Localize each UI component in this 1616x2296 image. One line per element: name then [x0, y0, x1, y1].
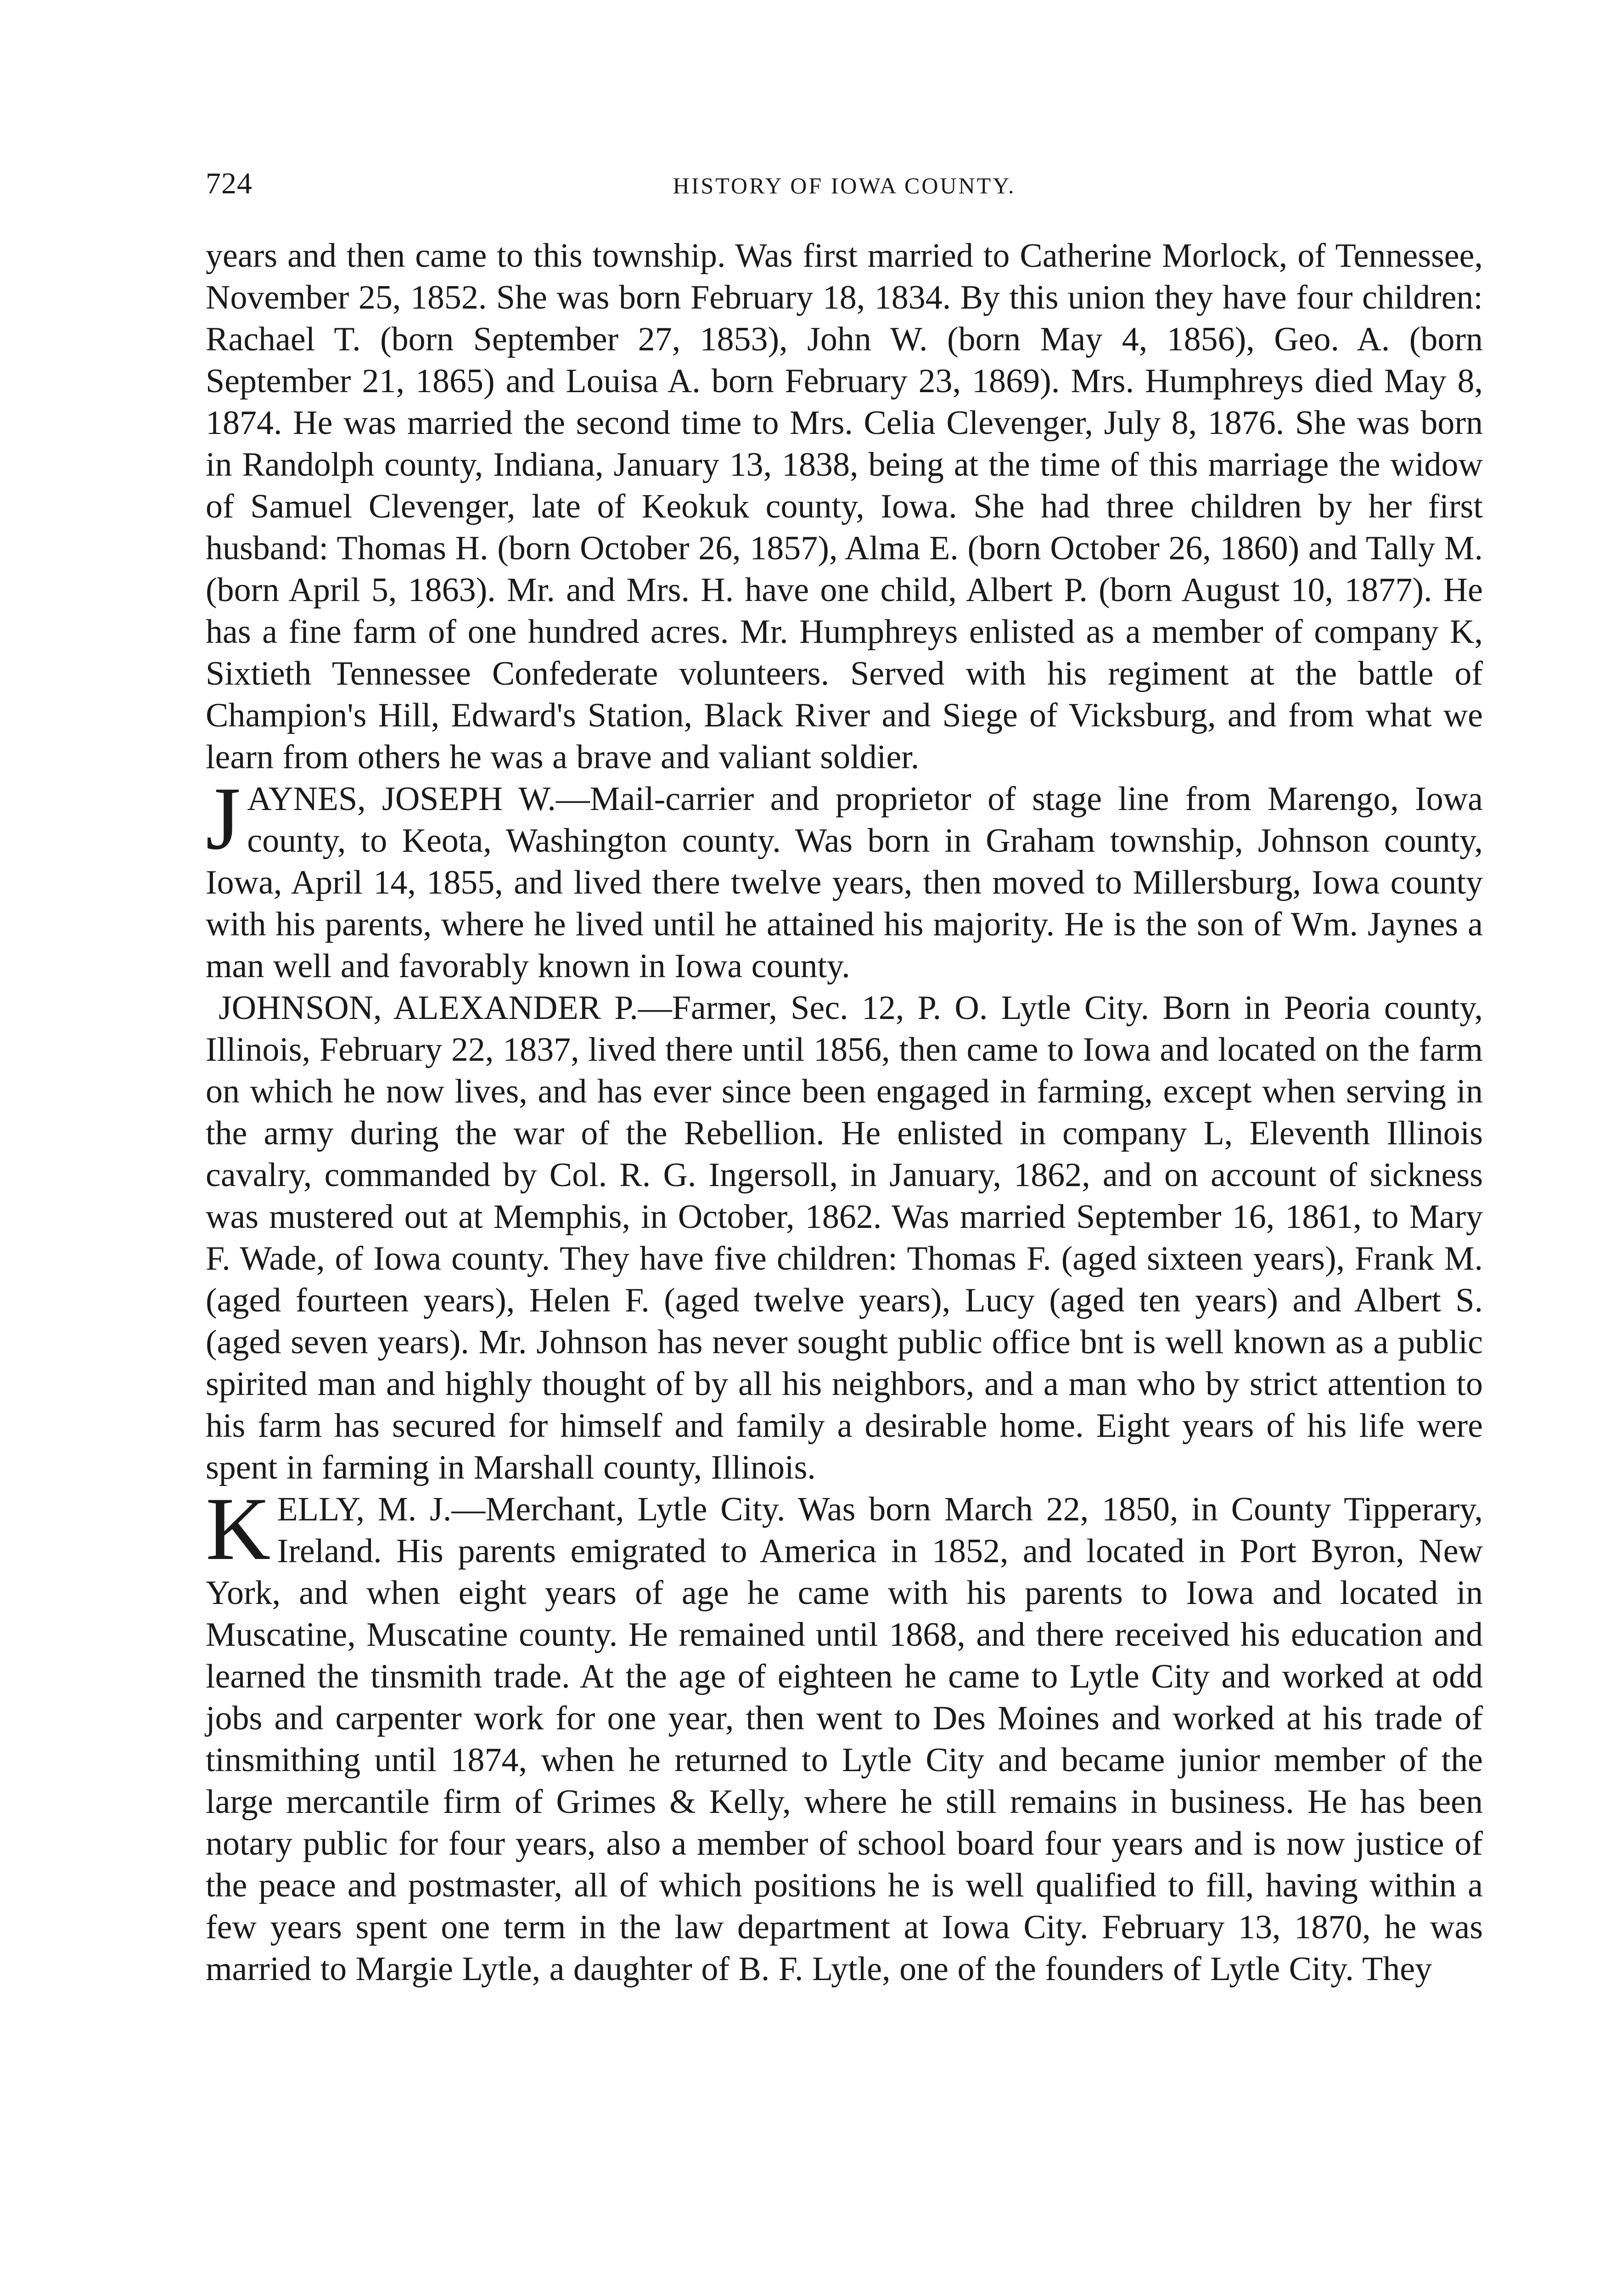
paragraph-text: ELLY, M. J.—Merchant, Lytle City. Was born March 22, 1850, in County Tipperary, Ireland. His parents emigrated to America in 1852, and located in Port Byron, New York, and when eight years of age he came with his parents to Iowa and located in Muscatine, Muscatine county. He remained until 1868, and there received his education and learned the tinsmith trade. At the age of eighteen he came to Lytle City and worked at odd jobs and carpenter work for one year, then went to Des Moines and worked at his trade of tinsmithing until 1874, when he returned to Lytle City and became junior member of the large mercantile firm of Grimes & Kelly, where he still remains in business. He has been notary public for four years, also a member of school board four years and is now justice of the peace and postmaster, all of which positions he is well qualified to fill, having within a few years spent one term in the law department at Iowa City. February 13, 1870, he was married to Margie Lytle, a daughter of B. F. Lytle, one of the founders of Lytle City. They [206, 1491, 1483, 1988]
paragraph-text: JOHNSON, ALEXANDER P.—Farmer, Sec. 12, P. O. Lytle City. Born in Peoria county, Illinois, February 22, 1837, lived there until 1856, then came to Iowa and located on the farm on which he now lives, and has ever since been engaged in farming, except when serving in the army during the war of the Rebellion. He enlisted in company L, Eleventh Illinois cavalry, commanded by Col. R. G. Ingersoll, in January, 1862, and on account of sickness was mustered out at Memphis, in October, 1862. Was married September 16, 1861, to Mary F. Wade, of Iowa county. They have five children: Thomas F. (aged sixteen years), Frank M. (aged fourteen years), Helen F. (aged twelve years), Lucy (aged ten years) and Albert S. (aged seven years). Mr. Johnson has never sought public office bnt is well known as a public spirited man and highly thought of by all his neighbors, and a man who by strict attention to his farm has secured for himself and family a desirable home. Eight years of his life were spent in farming in Marshall county, Illinois. [206, 989, 1483, 1486]
page-body [206, 235, 1483, 1990]
drop-cap: J [206, 769, 241, 868]
entry-johnson [206, 987, 1483, 1489]
entry-jaynes [206, 769, 1483, 987]
page-number: 724 [206, 167, 252, 200]
running-head: HISTORY OF IOWA COUNTY. [673, 173, 1016, 198]
entry-kelly [206, 1479, 1483, 1990]
paragraph-humphreys-continued [206, 235, 1483, 778]
paragraph-text: AYNES, JOSEPH W.—Mail-carrier and proprietor of stage line from Marengo, Iowa county, to Keota, Washington county. Was born in Graham township, Johnson county, Iowa, April 14, 1855, and lived there twelve years, then moved to Millersburg, Iowa county with his parents, where he lived until he attained his majority. He is the son of Wm. Jaynes a man well and favorably known in Iowa county. [206, 780, 1483, 985]
drop-cap: K [206, 1479, 271, 1579]
page-header [206, 165, 1483, 202]
paragraph-text: years and then came to this township. Was first married to Catherine Morlock, of Tennessee, November 25, 1852. She was born February 18, 1834. By this union they have four children: Rachael T. (born September 27, 1853), John W. (born May 4, 1856), Geo. A. (born September 21, 1865) and Louisa A. born February 23, 1869). Mrs. Humphreys died May 8, 1874. He was married the second time to Mrs. Celia Clevenger, July 8, 1876. She was born in Randolph county, Indiana, January 13, 1838, being at the time of this marriage the widow of Samuel Clevenger, late of Keokuk county, Iowa. She had three children by her first husband: Thomas H. (born October 26, 1857), Alma E. (born October 26, 1860) and Tally M. (born April 5, 1863). Mr. and Mrs. H. have one child, Albert P. (born August 10, 1877). He has a fine farm of one hundred acres. Mr. Humphreys enlisted as a member of company K, Sixtieth Tennessee Confederate volunteers. Served with his regiment at the battle of Champion's Hill, Edward's Station, Black River and Siege of Vicksburg, and from what we learn from others he was a brave and valiant soldier. [206, 237, 1483, 776]
